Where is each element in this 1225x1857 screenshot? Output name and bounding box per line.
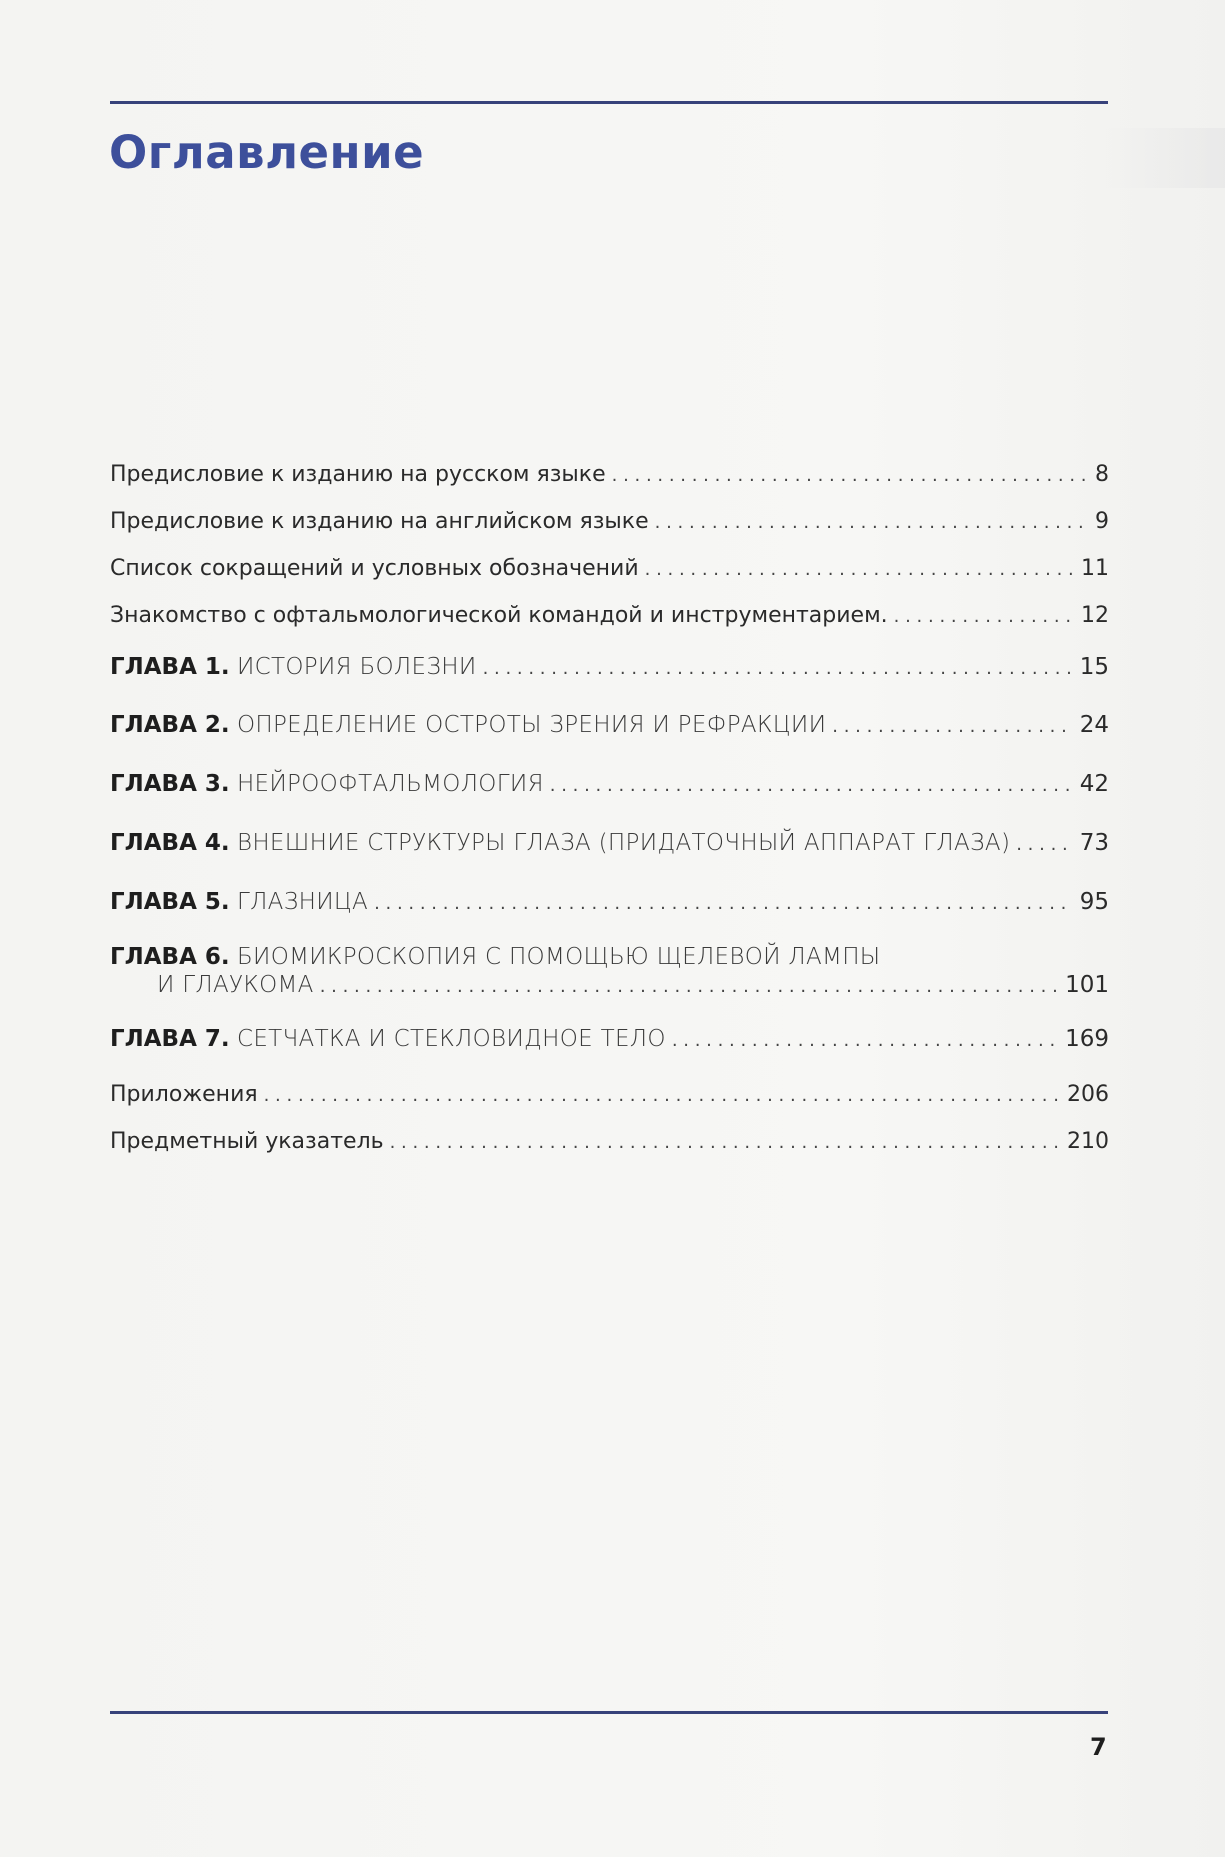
toc-chapter-1[interactable] xyxy=(110,654,1109,682)
toc-entry-page: 8 xyxy=(1095,462,1109,487)
leader-dots xyxy=(612,463,1089,489)
toc-entry-page: 42 xyxy=(1079,771,1109,797)
toc-entry-appendices[interactable] xyxy=(110,1082,1109,1109)
toc-entry-team-and-instruments[interactable] xyxy=(110,603,1109,630)
toc-entry-page: 210 xyxy=(1067,1129,1109,1154)
toc-entry-label: Предисловие к изданию на русском языке xyxy=(110,462,606,487)
leader-dots xyxy=(645,557,1075,583)
toc-chapter-heading xyxy=(110,1026,666,1052)
toc-chapter-heading-line1 xyxy=(110,942,1109,972)
leader-dots xyxy=(672,1028,1059,1054)
toc-entry-page: 11 xyxy=(1081,556,1109,581)
toc-entry-page: 73 xyxy=(1079,830,1109,856)
chapter-number: ГЛАВА 1. xyxy=(110,654,230,680)
toc-entry-index[interactable] xyxy=(110,1129,1109,1156)
toc-entry-preface-english[interactable] xyxy=(110,509,1109,536)
toc-entry-label: Предисловие к изданию на английском языке xyxy=(110,509,649,534)
toc-entry-label: Знакомство с офтальмологической командой и инструментарием. xyxy=(110,603,888,628)
toc-chapter-heading xyxy=(110,889,368,915)
leader-dots xyxy=(832,714,1073,740)
leader-dots xyxy=(264,1083,1061,1109)
toc-entry-page: 206 xyxy=(1067,1082,1109,1107)
toc-chapter-2[interactable] xyxy=(110,712,1109,740)
chapter-number: ГЛАВА 5. xyxy=(110,889,230,915)
toc-chapter-heading xyxy=(110,830,1010,856)
bottom-rule xyxy=(110,1711,1108,1714)
leader-dots xyxy=(655,510,1089,536)
leader-dots xyxy=(320,974,1059,1000)
toc-entry-page: 101 xyxy=(1065,972,1109,998)
chapter-title: СЕТЧАТКА И СТЕКЛОВИДНОЕ ТЕЛО xyxy=(236,1026,666,1052)
page-title: Оглавление xyxy=(109,126,425,179)
leader-dots xyxy=(390,1130,1061,1156)
leader-dots xyxy=(1016,832,1073,858)
leader-dots xyxy=(550,773,1074,799)
toc-entry-page: 15 xyxy=(1079,654,1109,680)
chapter-title: БИОМИКРОСКОПИЯ С ПОМОЩЬЮ ЩЕЛЕВОЙ ЛАМПЫ xyxy=(236,944,881,970)
facing-page-bleed xyxy=(1105,128,1225,188)
chapter-number: ГЛАВА 3. xyxy=(110,771,230,797)
toc-chapter-heading xyxy=(110,712,826,738)
toc-chapter-7[interactable] xyxy=(110,1026,1109,1054)
chapter-number: ГЛАВА 4. xyxy=(110,830,230,856)
chapter-number: ГЛАВА 7. xyxy=(110,1026,230,1052)
toc-entry-label: Список сокращений и условных обозначений xyxy=(110,556,639,581)
leader-dots xyxy=(483,656,1074,682)
toc-entry-preface-russian[interactable] xyxy=(110,462,1109,489)
toc-chapter-3[interactable] xyxy=(110,771,1109,799)
chapter-title: ВНЕШНИЕ СТРУКТУРЫ ГЛАЗА (ПРИДАТОЧНЫЙ АППАРАТ ГЛАЗА) xyxy=(236,830,1011,856)
toc-chapter-heading-line2 xyxy=(110,972,1109,1000)
toc-entry-page: 9 xyxy=(1095,509,1109,534)
toc-chapter-heading xyxy=(110,654,477,680)
toc-entry-page: 95 xyxy=(1079,889,1109,915)
toc-entry-page: 24 xyxy=(1079,712,1109,738)
chapter-number: ГЛАВА 2. xyxy=(110,712,230,738)
toc-entry-abbreviations[interactable] xyxy=(110,556,1109,583)
toc-entry-label: Предметный указатель xyxy=(110,1129,384,1154)
toc-entry-page: 12 xyxy=(1081,603,1109,628)
toc-entry-label: Приложения xyxy=(110,1082,258,1107)
chapter-number: ГЛАВА 6. xyxy=(110,944,230,970)
chapter-title: ИСТОРИЯ БОЛЕЗНИ xyxy=(236,654,477,680)
toc-chapter-5[interactable] xyxy=(110,889,1109,917)
chapter-title-continued: И ГЛАУКОМА xyxy=(157,972,314,998)
toc-entry-page: 169 xyxy=(1065,1026,1109,1052)
toc-chapter-6[interactable] xyxy=(110,942,1109,1000)
page-number: 7 xyxy=(1090,1733,1107,1761)
top-rule xyxy=(110,101,1108,104)
toc-chapter-heading xyxy=(110,771,544,797)
toc-chapter-4[interactable] xyxy=(110,830,1109,858)
table-of-contents xyxy=(110,462,1109,1156)
leader-dots xyxy=(894,604,1075,630)
leader-dots xyxy=(374,891,1074,917)
chapter-title: ОПРЕДЕЛЕНИЕ ОСТРОТЫ ЗРЕНИЯ И РЕФРАКЦИИ xyxy=(236,712,827,738)
chapter-title: НЕЙРООФТАЛЬМОЛОГИЯ xyxy=(236,771,544,797)
chapter-title: ГЛАЗНИЦА xyxy=(236,889,369,915)
